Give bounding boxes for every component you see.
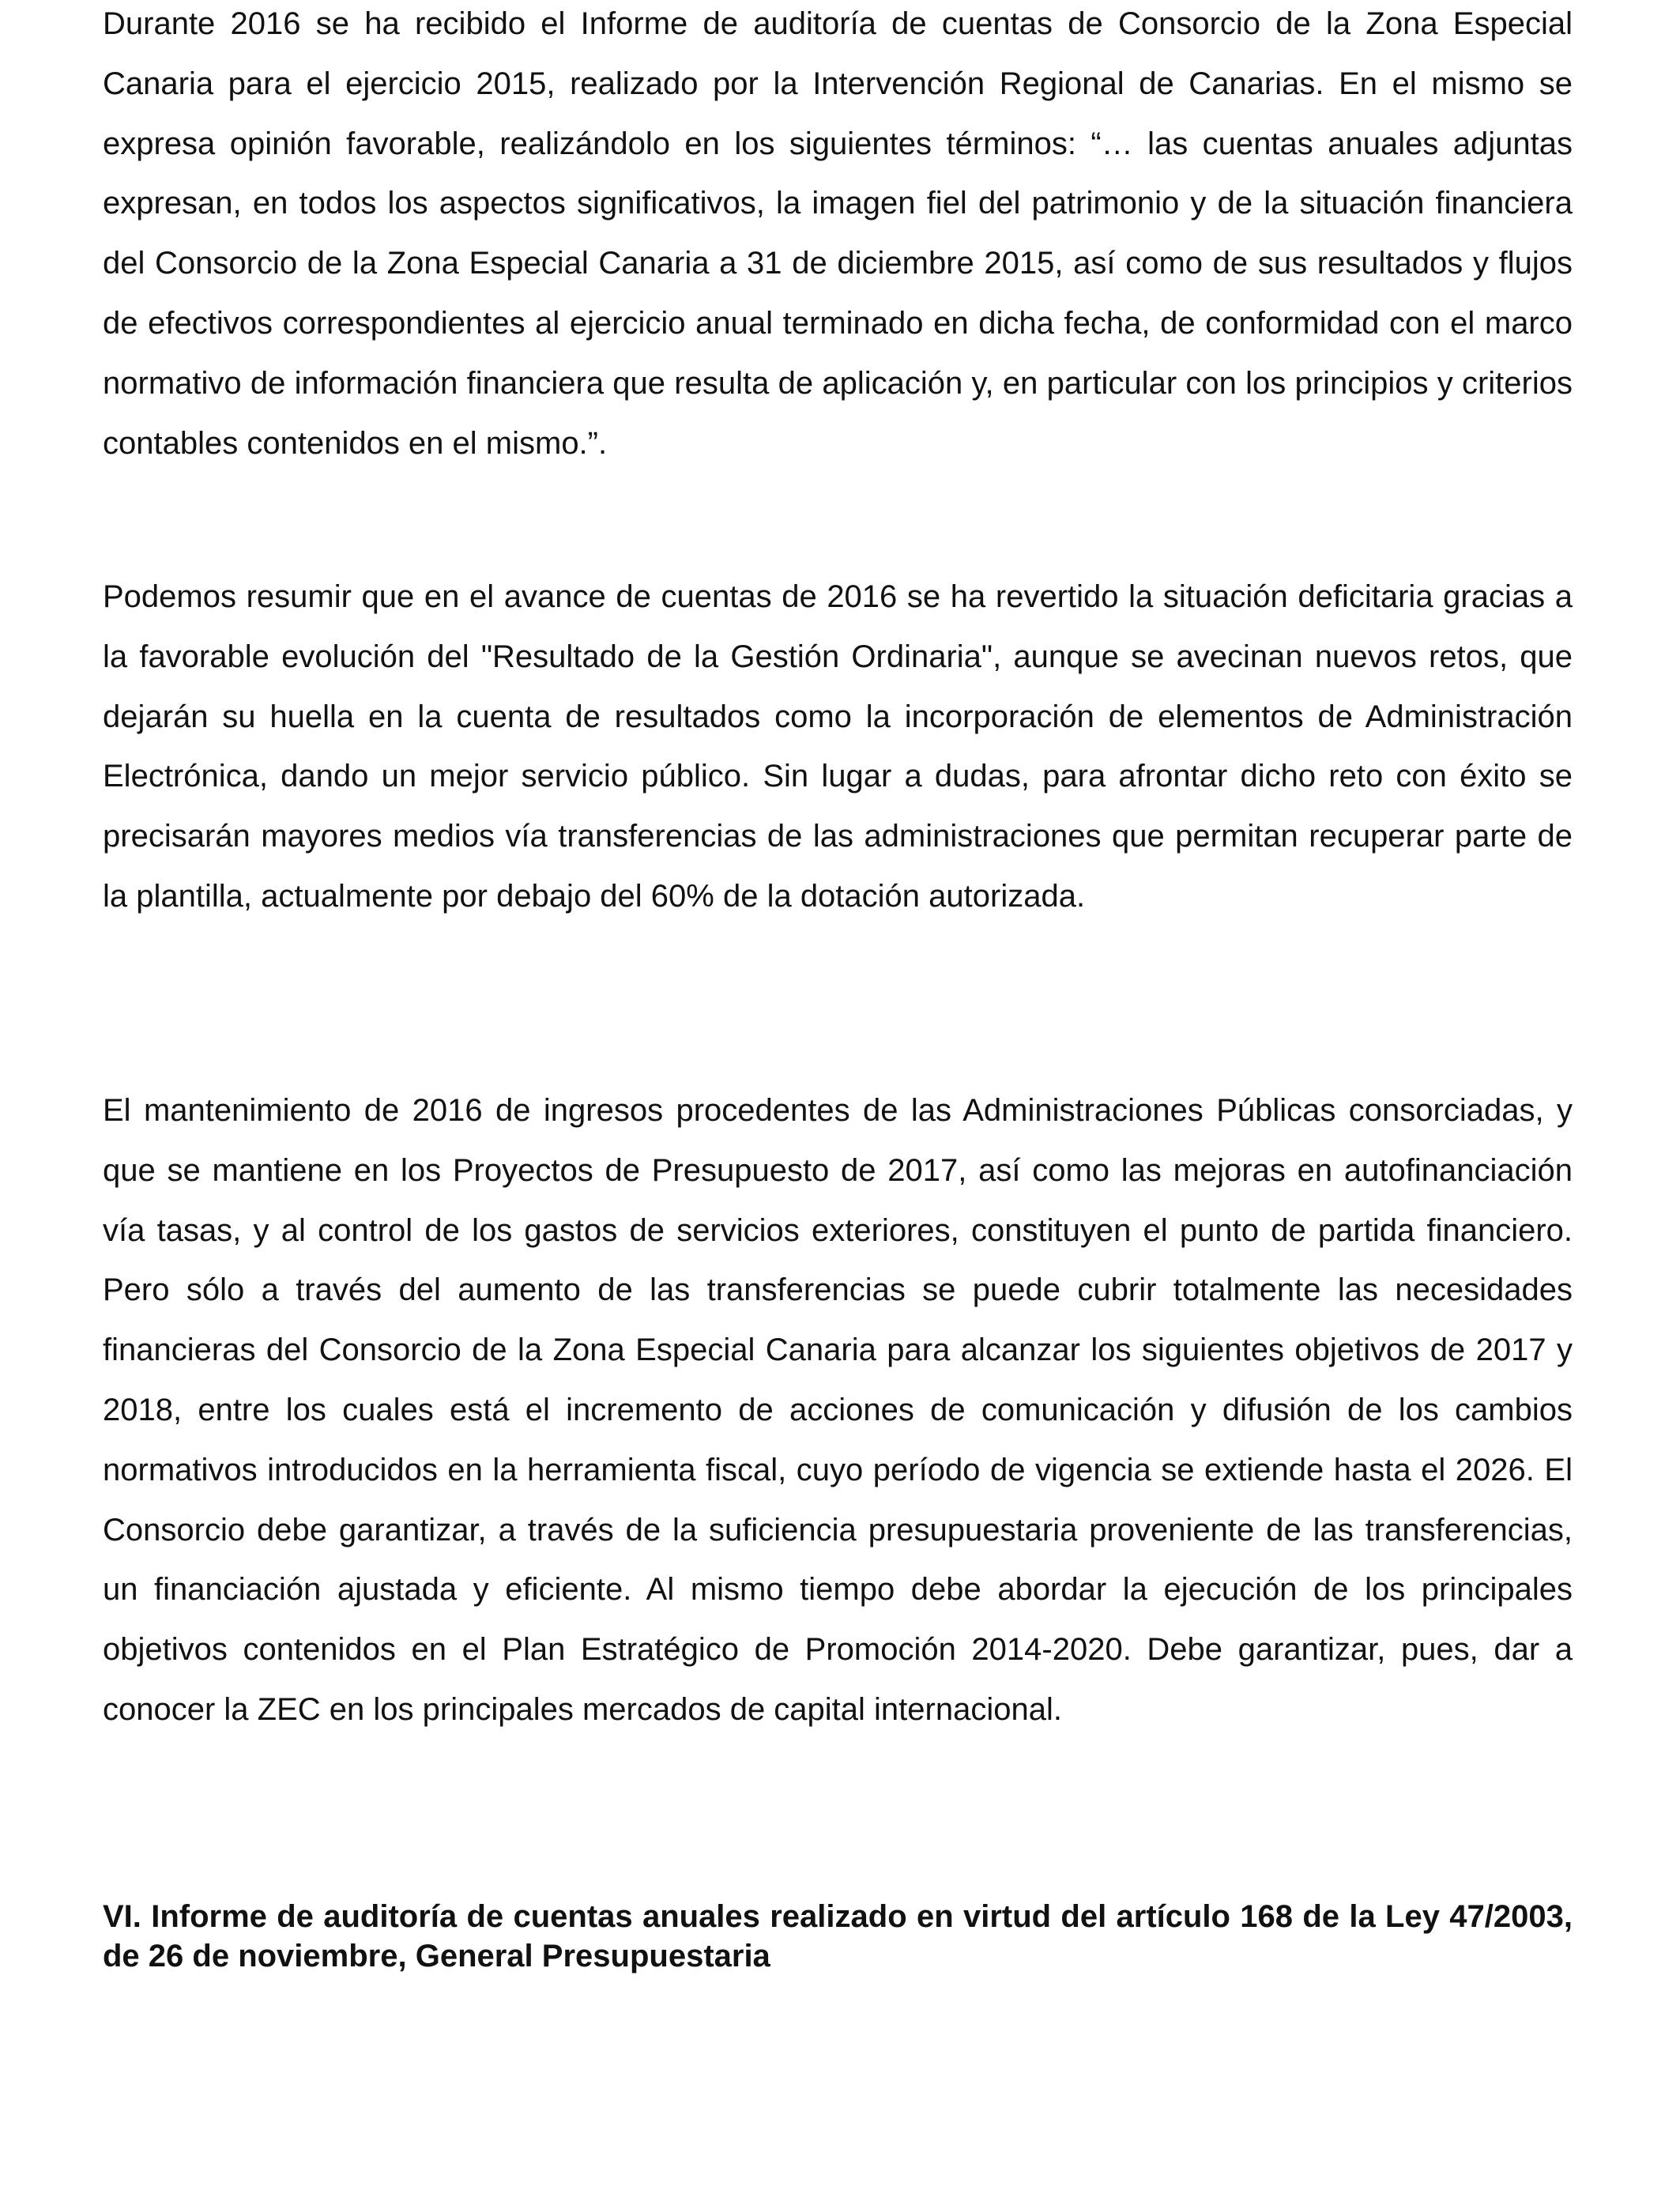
- paragraph-financing-objectives: El mantenimiento de 2016 de ingresos procedentes de las Administraciones Públicas consorciadas, y que se mantiene en los Proyectos de Presupuesto de 2017, así como las mejoras en autofinanciación vía tasas, y al control de los gastos de servicios exteriores, constituyen el punto de partida financiero. Pero sólo a través del aumento de las transferencias se puede cubrir totalmente las necesidades financieras del Consorcio de la Zona Especial Canaria para alcanzar los siguientes objetivos de 2017 y 2018, entre los cuales está el incremento de acciones de comunicación y difusión de los cambios normativos introducidos en la herramienta fiscal, cuyo período de vigencia se extiende hasta el 2026. El Consorcio debe garantizar, a través de la suficiencia presupuestaria proveniente de las transferencias, un financiación ajustada y eficiente. Al mismo tiempo debe abordar la ejecución de los principales objetivos contenidos en el Plan Estratégico de Promoción 2014-2020. Debe garantizar, pues, dar a conocer la ZEC en los principales mercados de capital internacional.: [103, 1093, 1573, 1727]
- paragraph-audit-report-2015: Durante 2016 se ha recibido el Informe de auditoría de cuentas de Consorcio de la Zona Especial Canaria para el ejercicio 2015, realizado por la Intervención Regional de Canarias. En el mismo se expresa opinión favorable, realizándolo en los siguientes términos: “… las cuentas anuales adjuntas expresan, en todos los aspectos significativos, la imagen fiel del patrimonio y de la situación financiera del Consorcio de la Zona Especial Canaria a 31 de diciembre 2015, así como de sus resultados y flujos de efectivos correspondientes al ejercicio anual terminado en dicha fecha, de conformidad con el marco normativo de información financiera que resulta de aplicación y, en particular con los principios y criterios contables contenidos en el mismo.”.: [103, 6, 1573, 461]
- paragraph-accounts-summary-2016: Podemos resumir que en el avance de cuentas de 2016 se ha revertido la situación deficitaria gracias a la favorable evolución del "Resultado de la Gestión Ordinaria", aunque se avecinan nuevos retos, que dejarán su huella en la cuenta de resultados como la incorporación de elementos de Administración Electrónica, dando un mejor servicio público. Sin lugar a dudas, para afrontar dicho reto con éxito se precisarán mayores medios vía transferencias de las administraciones que permitan recuperar parte de la plantilla, actualmente por debajo del 60% de la dotación autorizada.: [103, 579, 1573, 914]
- section-heading-vi: VI. Informe de auditoría de cuentas anuales realizado en virtud del artículo 168 de la Ley 47/2003, de 26 de noviembre, General Presupuestaria: [103, 1899, 1573, 1973]
